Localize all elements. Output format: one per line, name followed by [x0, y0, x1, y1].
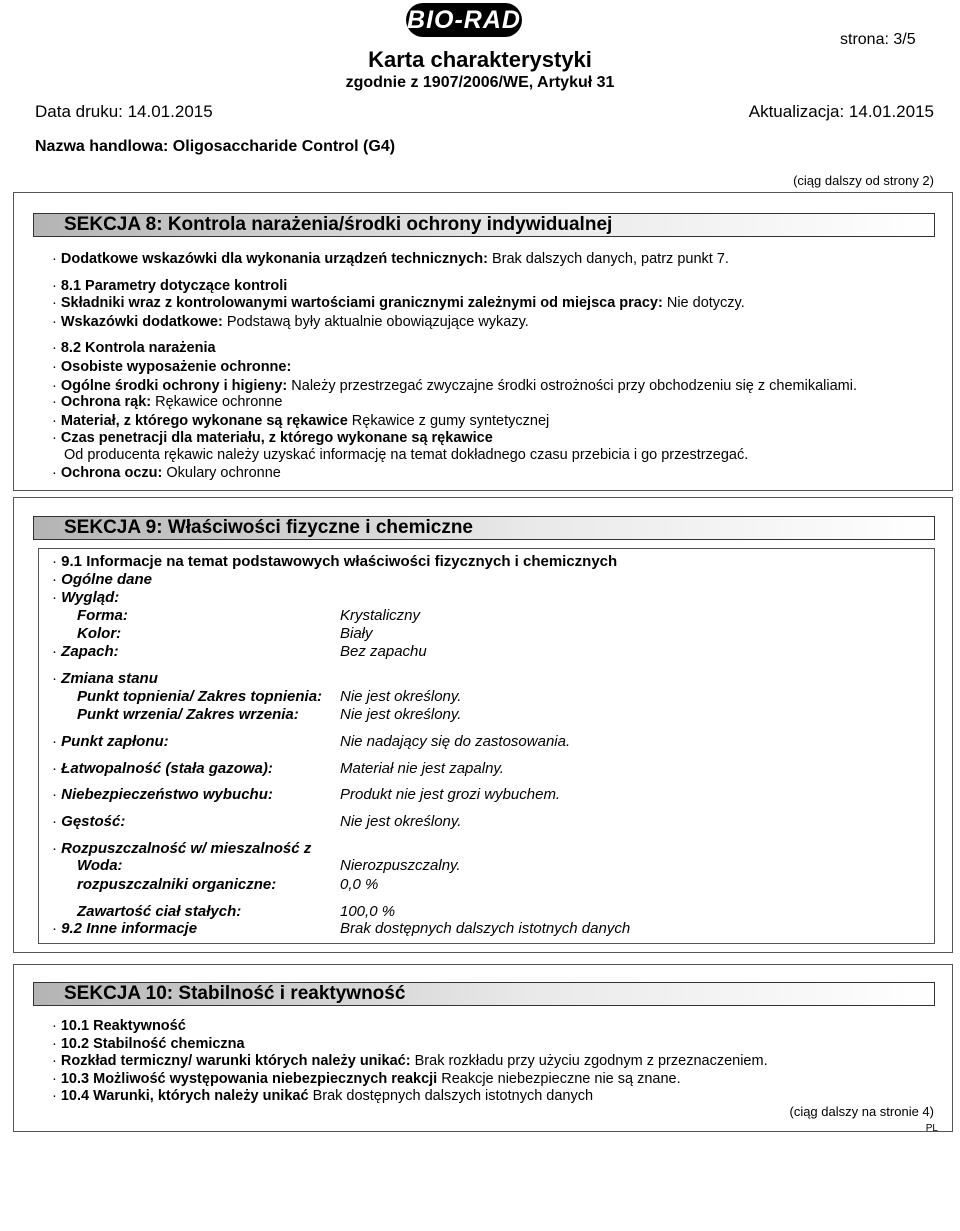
- s9-other-value: Brak dostępnych dalszych istotnych danych: [340, 920, 631, 937]
- bio-rad-logo: BIO-RAD: [406, 3, 522, 37]
- s8-label: Wskazówki dodatkowe:: [60, 314, 223, 330]
- s8-value: Podstawą były aktualnie obowiązujące wykazy.: [226, 314, 529, 330]
- language-code: PL: [925, 1123, 938, 1134]
- s10-label: 10.2 Stabilność chemiczna: [60, 1036, 245, 1052]
- s8-penetration-time: · Czas penetracji dla materiału, z którego wykonane są rękawice: [52, 430, 493, 446]
- s9-density-value: Nie jest określony.: [340, 813, 462, 830]
- s10-label: 10.4 Warunki, których należy unikać: [60, 1088, 309, 1104]
- s8-label: Dodatkowe wskazówki dla wykonania urządzeń technicznych:: [60, 251, 488, 267]
- s9-odor-value: Bez zapachu: [340, 643, 427, 660]
- s9-label: Zmiana stanu: [61, 670, 158, 687]
- s9-solubility: · Rozpuszczalność w/ mieszalność z: [52, 840, 312, 857]
- s8-limit-values: · Składniki wraz z kontrolowanymi wartościami granicznymi zależnymi od miejsca pracy: Nie dotyczy.: [52, 295, 745, 311]
- s10-conditions-to-avoid: · 10.4 Warunki, których należy unikać Brak dostępnych dalszych istotnych danych: [52, 1088, 594, 1104]
- s8-hand-protection: · Ochrona rąk: Rękawice ochronne: [52, 394, 283, 410]
- s8-technical-advice: · Dodatkowe wskazówki dla wykonania urządzeń technicznych: Brak dalszych danych, patrz punkt 7.: [52, 251, 729, 267]
- s9-info-heading: · 9.1 Informacje na temat podstawowych właściwości fizycznych i chemicznych: [52, 553, 618, 570]
- s9-color-label: Kolor:: [77, 625, 122, 642]
- s9-form-value: Krystaliczny: [340, 607, 421, 624]
- s10-label: Rozkład termiczny/ warunki których należy unikać:: [60, 1053, 411, 1069]
- s10-hazardous-reactions: · 10.3 Możliwość występowania niebezpiecznych reakcji Reakcje niebezpieczne nie są znane.: [52, 1071, 681, 1087]
- s9-odor: · Zapach:: [52, 643, 119, 660]
- s8-glove-material: · Materiał, z którego wykonane są rękawice Rękawice z gumy syntetycznej: [52, 413, 550, 429]
- s9-form-label: Forma:: [77, 607, 128, 624]
- s9-label: Niebezpieczeństwo wybuchu:: [61, 786, 273, 803]
- s9-label: 9.2 Inne informacje: [61, 920, 198, 937]
- s10-value: Brak rozkładu przy użyciu zgodnym z przeznaczeniem.: [414, 1053, 768, 1069]
- s8-ppe: · Osobiste wyposażenie ochronne:: [52, 359, 292, 375]
- s9-solids-label: Zawartość ciał stałych:: [77, 903, 242, 920]
- s9-flammability: · Łatwopalność (stała gazowa):: [52, 760, 273, 777]
- s9-organic-value: 0,0 %: [340, 876, 379, 893]
- s10-value: Reakcje niebezpieczne nie są znane.: [441, 1071, 681, 1087]
- s10-reactivity: · 10.1 Reaktywność: [52, 1018, 186, 1034]
- print-date: Data druku: 14.01.2015: [35, 102, 213, 121]
- s8-label: Materiał, z którego wykonane są rękawice: [60, 413, 348, 429]
- s9-melting-value: Nie jest określony.: [340, 688, 462, 705]
- s8-value: Rękawice z gumy syntetycznej: [351, 413, 550, 429]
- s8-eye-protection: · Ochrona oczu: Okulary ochronne: [52, 465, 281, 481]
- s10-value: Brak dostępnych dalszych istotnych danych: [312, 1088, 594, 1104]
- s9-explosion-value: Produkt nie jest grozi wybuchem.: [340, 786, 561, 803]
- s10-stability: · 10.2 Stabilność chemiczna: [52, 1036, 245, 1052]
- s10-label: 10.1 Reaktywność: [60, 1018, 186, 1034]
- s8-penetration-note: [64, 447, 748, 463]
- s9-density: · Gęstość:: [52, 813, 126, 830]
- s9-label: Zapach:: [61, 643, 119, 660]
- s8-hygiene: · Ogólne środki ochrony i higieny: Należy przestrzegać zwyczajne środki ostrożności przy obchodzeniu się z chemikaliami.: [52, 378, 858, 394]
- s8-label: Składniki wraz z kontrolowanymi wartościami granicznymi zależnymi od miejsca pracy:: [60, 295, 663, 311]
- s8-value: Należy przestrzegać zwyczajne środki ostrożności przy obchodzeniu się z chemikaliami.: [291, 378, 858, 394]
- section-10-heading: SEKCJA 10: Stabilność i reaktywność: [33, 982, 935, 1006]
- s8-value: Brak dalszych danych, patrz punkt 7.: [491, 251, 729, 267]
- s9-state-change: · Zmiana stanu: [52, 670, 158, 687]
- s9-label: Rozpuszczalność w/ mieszalność z: [61, 840, 312, 857]
- s8-control-params: · 8.1 Parametry dotyczące kontroli: [52, 278, 288, 294]
- s9-label: Gęstość:: [61, 813, 126, 830]
- s8-value: Rękawice ochronne: [155, 394, 283, 410]
- s8-label: 8.2 Kontrola narażenia: [60, 340, 216, 356]
- s8-label: Ochrona rąk:: [60, 394, 152, 410]
- s9-other-info: · 9.2 Inne informacje: [52, 920, 198, 937]
- s8-label: Ogólne środki ochrony i higieny:: [60, 378, 288, 394]
- section-9-heading: SEKCJA 9: Właściwości fizyczne i chemiczne: [33, 516, 935, 540]
- s9-boiling-value: Nie jest określony.: [340, 706, 462, 723]
- s8-label: Osobiste wyposażenie ochronne:: [60, 359, 292, 375]
- s8-label: 8.1 Parametry dotyczące kontroli: [60, 278, 288, 294]
- s8-value: Okulary ochronne: [166, 465, 281, 481]
- s9-flash-value: Nie nadający się do zastosowania.: [340, 733, 571, 750]
- s9-label: Punkt zapłonu:: [61, 733, 169, 750]
- s9-label: Ogólne dane: [61, 571, 153, 588]
- continued-to-note: (ciąg dalszy na stronie 4): [789, 1104, 934, 1119]
- document-title: Karta charakterystyki: [368, 47, 592, 72]
- s9-water-label: Woda:: [77, 857, 123, 874]
- s9-flammability-value: Materiał nie jest zapalny.: [340, 760, 504, 777]
- document-subtitle: zgodnie z 1907/2006/WE, Artykuł 31: [345, 74, 615, 91]
- s9-flash-point: · Punkt zapłonu:: [52, 733, 169, 750]
- s9-water-value: Nierozpuszczalny.: [340, 857, 461, 874]
- s9-label: Wygląd:: [61, 589, 120, 606]
- s9-melting-label: Punkt topnienia/ Zakres topnienia:: [77, 688, 323, 705]
- trade-name: Nazwa handlowa: Oligosaccharide Control (G4): [35, 138, 396, 155]
- continued-from-note: (ciąg dalszy od strony 2): [793, 173, 934, 188]
- s8-value: Nie dotyczy.: [666, 295, 745, 311]
- section-8-heading: SEKCJA 8: Kontrola narażenia/środki ochrony indywidualnej: [33, 213, 935, 237]
- s9-label: Łatwopalność (stała gazowa):: [61, 760, 273, 777]
- s9-general: · Ogólne dane: [52, 571, 153, 588]
- s8-label: Ochrona oczu:: [60, 465, 163, 481]
- s9-label: 9.1 Informacje na temat podstawowych właściwości fizycznych i chemicznych: [61, 553, 618, 570]
- s10-decomposition: · Rozkład termiczny/ warunki których należy unikać: Brak rozkładu przy użyciu zgodnym z przeznaczeniem.: [52, 1053, 768, 1069]
- update-date: Aktualizacja: 14.01.2015: [748, 102, 934, 121]
- s9-organic-label: rozpuszczalniki organiczne:: [77, 876, 277, 893]
- s9-boiling-label: Punkt wrzenia/ Zakres wrzenia:: [77, 706, 299, 723]
- s8-additional-advice: · Wskazówki dodatkowe: Podstawą były aktualnie obowiązujące wykazy.: [52, 314, 529, 330]
- s10-label: 10.3 Możliwość występowania niebezpiecznych reakcji: [60, 1071, 438, 1087]
- s9-appearance: · Wygląd:: [52, 589, 120, 606]
- s9-explosion: · Niebezpieczeństwo wybuchu:: [52, 786, 273, 803]
- page-number: strona: 3/5: [840, 31, 916, 48]
- s9-color-value: Biały: [340, 625, 373, 642]
- s9-solids-value: 100,0 %: [340, 903, 396, 920]
- s8-value: Od producenta rękawic należy uzyskać informację na temat dokładnego czasu przebicia i go przestrzegać.: [64, 447, 749, 463]
- s8-exposure-controls: · 8.2 Kontrola narażenia: [52, 340, 216, 356]
- s8-label: Czas penetracji dla materiału, z którego wykonane są rękawice: [60, 430, 493, 446]
